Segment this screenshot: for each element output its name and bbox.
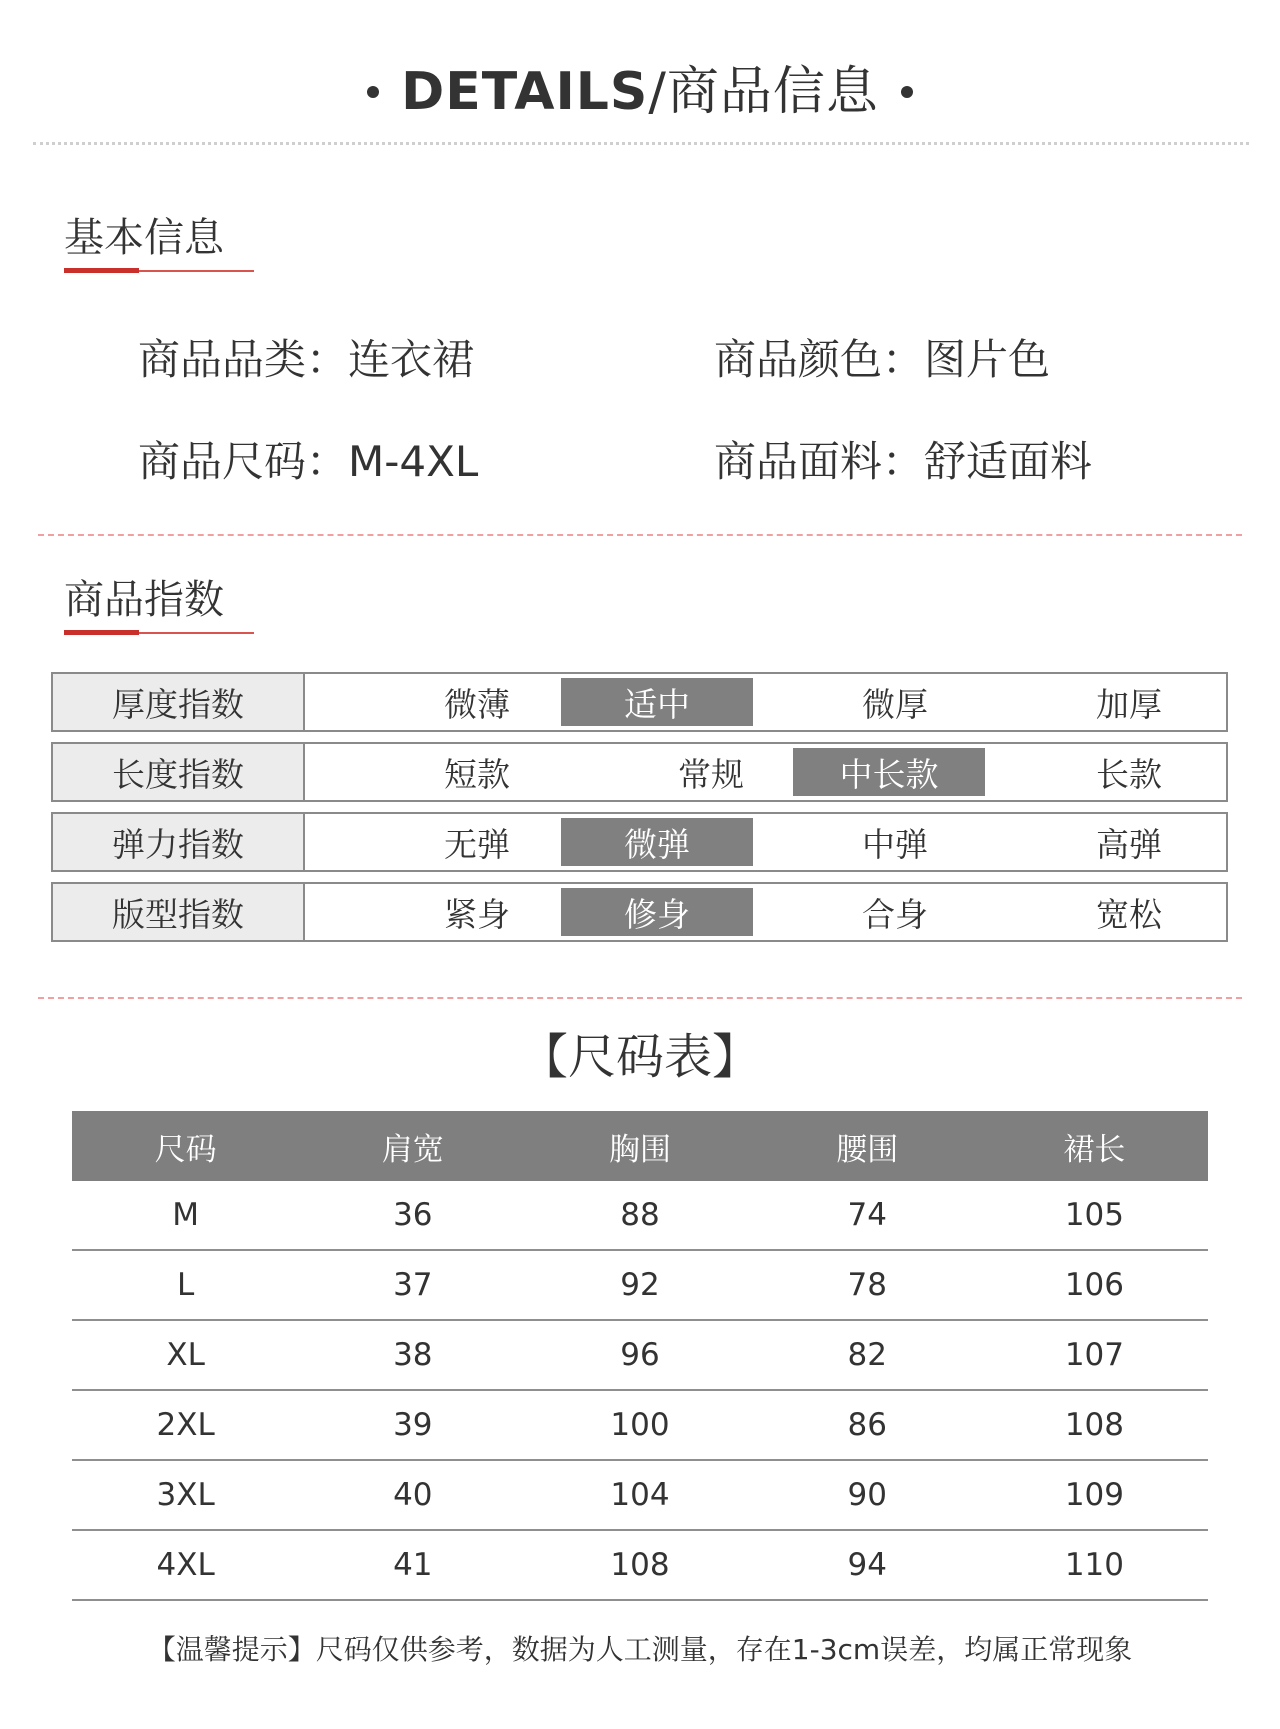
index-row-fit — [51, 882, 1228, 942]
index-option: 中弹 — [862, 824, 928, 864]
table-row — [72, 1391, 1208, 1461]
table-cell: 94 — [847, 1547, 887, 1583]
index-option-selected: 适中 — [561, 678, 753, 726]
index-row-thickness — [51, 672, 1228, 732]
table-cell: M — [172, 1197, 199, 1233]
info-fabric-label: 商品面料： — [714, 437, 925, 486]
header-cell: 胸围 — [609, 1131, 671, 1168]
heading-underline-accent — [64, 268, 139, 273]
info-color — [714, 330, 1050, 390]
heading-underline-accent — [64, 630, 139, 635]
table-cell: 104 — [610, 1477, 670, 1513]
page-title — [401, 52, 879, 132]
index-title: 商品指数 — [64, 577, 224, 623]
index-option: 紧身 — [444, 894, 510, 934]
header-cell: 腰围 — [836, 1131, 899, 1168]
table-cell: 38 — [393, 1337, 433, 1373]
table-cell: 92 — [620, 1267, 660, 1303]
info-size-value: M-4XL — [348, 437, 479, 486]
bullet-dot-left — [367, 86, 379, 98]
index-row-length — [51, 742, 1228, 802]
index-option: 微薄 — [444, 684, 510, 724]
index-option: 加厚 — [1096, 684, 1162, 724]
table-row — [72, 1181, 1208, 1251]
table-cell: 41 — [393, 1547, 433, 1583]
table-cell: 2XL — [156, 1407, 215, 1443]
index-row-label: 版型指数 — [53, 884, 305, 940]
index-row-label: 厚度指数 — [53, 674, 305, 730]
page-header — [0, 52, 1280, 132]
table-cell: 74 — [847, 1197, 887, 1233]
index-option: 无弹 — [444, 824, 510, 864]
header-cell: 尺码 — [154, 1131, 217, 1168]
table-cell: 82 — [847, 1337, 887, 1373]
table-cell: 3XL — [156, 1477, 215, 1513]
table-cell: 78 — [847, 1267, 887, 1303]
header-cell: 肩宽 — [381, 1131, 444, 1168]
table-cell: 37 — [393, 1267, 433, 1303]
table-cell: 4XL — [156, 1547, 215, 1583]
table-cell: 108 — [1064, 1407, 1124, 1443]
basic-info-title: 基本信息 — [64, 215, 224, 261]
size-table-header — [72, 1111, 1208, 1181]
table-cell: 90 — [847, 1477, 887, 1513]
info-size-label: 商品尺码： — [138, 437, 349, 486]
index-option: 合身 — [862, 894, 928, 934]
index-row-elasticity — [51, 812, 1228, 872]
index-option: 微厚 — [862, 684, 928, 724]
index-row-label: 弹力指数 — [53, 814, 305, 870]
table-cell: 108 — [610, 1547, 670, 1583]
table-cell: 86 — [847, 1407, 887, 1443]
table-cell: 40 — [393, 1477, 433, 1513]
table-cell: 106 — [1064, 1267, 1124, 1303]
table-cell: L — [176, 1267, 195, 1303]
page-title-en: DETAILS — [401, 62, 649, 122]
index-row-label: 长度指数 — [53, 744, 305, 800]
index-option-selected: 微弹 — [561, 818, 753, 866]
table-row — [72, 1531, 1208, 1601]
table-cell: 110 — [1064, 1547, 1124, 1583]
info-color-value: 图片色 — [924, 335, 1051, 384]
basic-info-heading — [64, 212, 254, 272]
table-cell: 107 — [1064, 1337, 1124, 1373]
info-category-value: 连衣裙 — [348, 335, 475, 384]
table-cell: 36 — [393, 1197, 433, 1233]
header-cell: 裙长 — [1063, 1131, 1126, 1168]
section-divider — [38, 534, 1242, 536]
index-option-selected: 中长款 — [793, 748, 985, 796]
info-fabric-value: 舒适面料 — [924, 437, 1093, 486]
table-cell: 96 — [620, 1337, 660, 1373]
size-table-title: 【尺码表】 — [519, 1029, 760, 1085]
index-option: 宽松 — [1096, 894, 1162, 934]
size-note: 【温馨提示】尺码仅供参考，数据为人工测量，存在1-3cm误差，均属正常现象 — [147, 1633, 1133, 1666]
index-option: 高弹 — [1096, 824, 1162, 864]
table-cell: 88 — [620, 1197, 660, 1233]
index-heading — [64, 574, 254, 634]
info-color-label: 商品颜色： — [714, 335, 925, 384]
bullet-dot-right — [901, 86, 913, 98]
index-option: 短款 — [444, 754, 510, 794]
table-cell: 100 — [610, 1407, 670, 1443]
table-cell: XL — [166, 1337, 205, 1373]
header-divider — [33, 142, 1249, 145]
page-title-cn: /商品信息 — [648, 62, 879, 122]
section-divider — [38, 997, 1242, 999]
info-category — [138, 330, 474, 390]
table-cell: 39 — [393, 1407, 433, 1443]
index-option-selected: 修身 — [561, 888, 753, 936]
table-row — [72, 1251, 1208, 1321]
index-option: 长款 — [1096, 754, 1162, 794]
index-option: 常规 — [678, 754, 744, 794]
info-size — [138, 432, 478, 492]
info-fabric — [714, 432, 1092, 492]
table-cell: 109 — [1064, 1477, 1124, 1513]
table-row — [72, 1461, 1208, 1531]
table-cell: 105 — [1064, 1197, 1124, 1233]
table-row — [72, 1321, 1208, 1391]
info-category-label: 商品品类： — [138, 335, 349, 384]
